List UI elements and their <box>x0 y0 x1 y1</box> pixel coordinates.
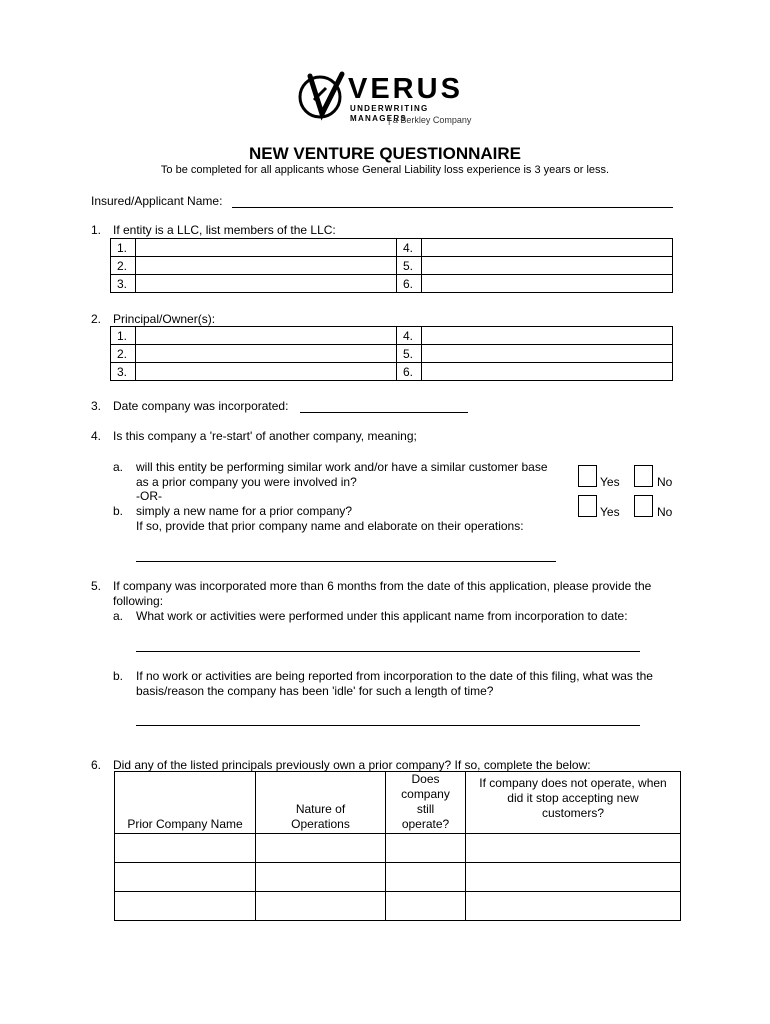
prior-company-name-cell[interactable] <box>115 863 256 892</box>
header-line: Nature of <box>295 802 346 816</box>
q4a-line1: will this entity be performing similar work and/or have a similar customer base <box>136 460 548 474</box>
llc-member-num: 3. <box>111 275 136 293</box>
principal-field[interactable] <box>422 363 673 381</box>
principal-num: 5. <box>397 345 422 363</box>
llc-member-field[interactable] <box>422 239 673 257</box>
logo-wordmark: VERUS <box>348 73 463 105</box>
q5b-label: b. <box>113 669 124 683</box>
header-line: customers? <box>541 806 605 820</box>
llc-member-num: 2. <box>111 257 136 275</box>
q4-text: Is this company a 're-start' of another company, meaning; <box>113 429 417 443</box>
table-row <box>115 834 681 863</box>
header-line: still <box>416 802 435 816</box>
table-row <box>111 257 673 275</box>
q1-text: If entity is a LLC, list members of the LLC: <box>113 223 336 237</box>
q4a-line2: as a prior company you were involved in? <box>136 475 357 489</box>
logo-tagline: | a Berkley Company <box>388 115 472 125</box>
header-line: If company does not operate, when <box>479 776 667 790</box>
q4a-yes-checkbox[interactable] <box>578 465 597 487</box>
llc-member-num: 1. <box>111 239 136 257</box>
llc-member-field[interactable] <box>422 257 673 275</box>
table-row <box>111 363 673 381</box>
incorporation-date-field[interactable] <box>300 398 468 413</box>
q4-or-separator: -OR- <box>136 489 162 503</box>
header-prior-company-name <box>115 772 256 834</box>
q4b-line1: simply a new name for a prior company? <box>136 504 353 518</box>
applicant-name-field[interactable] <box>232 193 673 208</box>
table-row <box>115 892 681 921</box>
principal-field[interactable] <box>136 363 397 381</box>
table-row <box>111 345 673 363</box>
llc-member-field[interactable] <box>136 275 397 293</box>
verus-logo <box>296 70 481 126</box>
principal-num: 6. <box>397 363 422 381</box>
q3-text: Date company was incorporated: <box>113 399 289 413</box>
principal-field[interactable] <box>136 327 397 345</box>
still-operate-cell[interactable] <box>386 863 466 892</box>
header-line: Prior Company Name <box>127 817 243 831</box>
nature-of-operations-cell[interactable] <box>256 834 386 863</box>
llc-member-field[interactable] <box>136 239 397 257</box>
prior-company-details-field[interactable] <box>136 549 556 562</box>
principal-num: 3. <box>111 363 136 381</box>
principal-num: 4. <box>397 327 422 345</box>
q6-text: Did any of the listed principals previously own a prior company? If so, complete the below: <box>113 758 591 772</box>
prior-company-name-cell[interactable] <box>115 834 256 863</box>
logo-emblem-icon <box>296 70 348 122</box>
idle-reason-field[interactable] <box>136 713 640 726</box>
prior-company-name-cell[interactable] <box>115 892 256 921</box>
q4-number: 4. <box>91 429 102 443</box>
table-row <box>111 327 673 345</box>
header-line: did it stop accepting new <box>507 791 639 805</box>
applicant-name-label: Insured/Applicant Name: <box>91 194 223 208</box>
q4b-yes-label: Yes <box>600 505 620 519</box>
q4b-line2: If so, provide that prior company name and elaborate on their operations: <box>136 519 524 533</box>
q5b-line1: If no work or activities are being reported from incorporation to the date of this filing, what was the <box>136 669 653 683</box>
llc-member-num: 6. <box>397 275 422 293</box>
still-operate-cell[interactable] <box>386 892 466 921</box>
q5-line1: If company was incorporated more than 6 months from the date of this application, please provide the <box>113 579 652 593</box>
principals-table <box>110 326 673 381</box>
llc-member-field[interactable] <box>136 257 397 275</box>
q4a-no-checkbox[interactable] <box>634 465 653 487</box>
page-title: NEW VENTURE QUESTIONNAIRE <box>248 144 522 163</box>
nature-of-operations-cell[interactable] <box>256 863 386 892</box>
stop-date-cell[interactable] <box>466 863 681 892</box>
stop-date-cell[interactable] <box>466 834 681 863</box>
principal-num: 2. <box>111 345 136 363</box>
header-nature-of-operations <box>256 772 386 834</box>
header-line: Operations <box>291 817 350 831</box>
prior-company-table <box>114 771 681 921</box>
llc-member-num: 5. <box>397 257 422 275</box>
q3-number: 3. <box>91 399 102 413</box>
header-stop-date <box>466 772 681 834</box>
table-header-row <box>115 772 681 834</box>
q5a-text: What work or activities were performed under this applicant name from incorporation to date: <box>136 609 628 623</box>
still-operate-cell[interactable] <box>386 834 466 863</box>
page-subtitle: To be completed for all applicants whose General Liability loss experience is 3 years or less. <box>160 164 610 176</box>
nature-of-operations-cell[interactable] <box>256 892 386 921</box>
logo-subline: UNDERWRITING MANAGERS <box>350 104 429 123</box>
principal-num: 1. <box>111 327 136 345</box>
q4b-no-label: No <box>657 505 673 519</box>
q5b-line2: basis/reason the company has been 'idle' for such a length of time? <box>136 684 494 698</box>
principal-field[interactable] <box>422 345 673 363</box>
q4a-label: a. <box>113 460 124 474</box>
table-row <box>111 239 673 257</box>
llc-members-table <box>110 238 673 293</box>
table-row <box>115 863 681 892</box>
q4b-label: b. <box>113 504 124 518</box>
q4b-no-checkbox[interactable] <box>634 495 653 517</box>
header-line: company <box>401 787 450 801</box>
q2-text: Principal/Owner(s): <box>113 312 216 326</box>
q4a-no-label: No <box>657 475 673 489</box>
principal-field[interactable] <box>136 345 397 363</box>
q1-number: 1. <box>91 223 102 237</box>
llc-member-field[interactable] <box>422 275 673 293</box>
q5-number: 5. <box>91 579 102 593</box>
principal-field[interactable] <box>422 327 673 345</box>
header-line: operate? <box>401 817 450 831</box>
q4a-yes-label: Yes <box>600 475 620 489</box>
q6-number: 6. <box>91 758 102 772</box>
header-line: Does <box>411 772 440 786</box>
activities-performed-field[interactable] <box>136 639 640 652</box>
q5-line2: following: <box>113 594 164 608</box>
q2-number: 2. <box>91 312 102 326</box>
q4b-yes-checkbox[interactable] <box>578 495 597 517</box>
stop-date-cell[interactable] <box>466 892 681 921</box>
llc-member-num: 4. <box>397 239 422 257</box>
q5a-label: a. <box>113 609 124 623</box>
header-still-operate <box>386 772 466 834</box>
table-row <box>111 275 673 293</box>
